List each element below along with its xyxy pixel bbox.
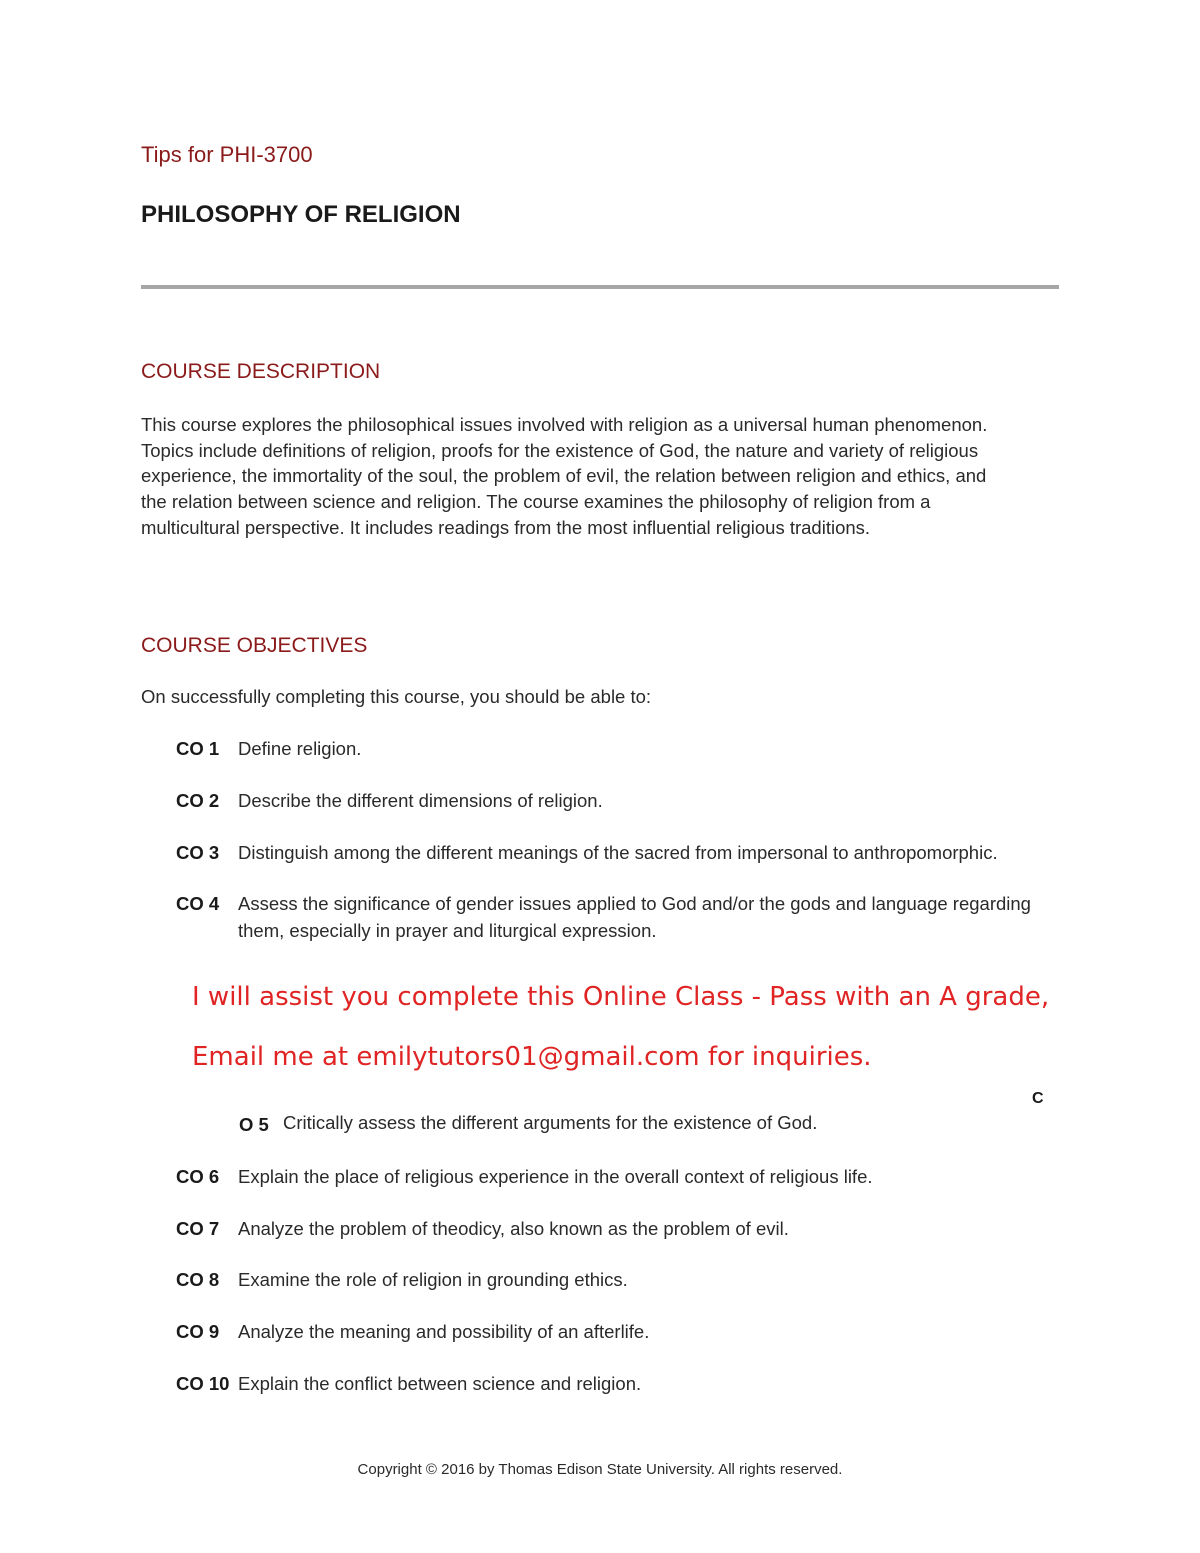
- objective-item: [176, 890, 1056, 944]
- objective-code: O 5: [239, 1114, 269, 1135]
- divider: [141, 285, 1059, 289]
- objective-item: [176, 1318, 1056, 1345]
- course-objectives-heading: COURSE OBJECTIVES: [141, 634, 368, 657]
- objective-code: CO 9: [176, 1321, 220, 1342]
- objective-code: CO 2: [176, 790, 220, 811]
- objective-text: Define religion.: [238, 738, 362, 759]
- objective-item: [176, 1163, 1056, 1190]
- objective-text: Analyze the meaning and possibility of an afterlife.: [238, 1321, 650, 1342]
- objective-item: [176, 1215, 1056, 1242]
- objective-code: CO 4: [176, 893, 220, 914]
- course-description-text: [141, 412, 1061, 541]
- objective-text: Examine the role of religion in grounding ethics.: [238, 1269, 628, 1290]
- objective-code: CO 10: [176, 1373, 230, 1394]
- objective-text: Assess the significance of gender issues applied to God and/or the gods and language regarding them, especially in prayer and liturgical expression.: [238, 893, 1031, 941]
- description-line: Topics include definitions of religion, proofs for the existence of God, the nature and variety of religious: [141, 439, 979, 461]
- promo-line-2: Email me at emilytutors01@gmail.com for inquiries.: [192, 1042, 872, 1072]
- promo-line-1: I will assist you complete this Online Class - Pass with an A grade,: [192, 982, 1050, 1012]
- objective-code: CO 3: [176, 842, 220, 863]
- copyright-footer: Copyright © 2016 by Thomas Edison State University. All rights reserved.: [357, 1461, 843, 1478]
- description-line: multicultural perspective. It includes readings from the most influential religious traditions.: [141, 516, 871, 538]
- description-line: the relation between science and religion. The course examines the philosophy of religion from a: [141, 491, 931, 513]
- stray-letter: C: [1032, 1090, 1044, 1107]
- objective-item: [176, 1266, 1056, 1293]
- objective-text: Explain the conflict between science and religion.: [238, 1373, 642, 1394]
- tips-title: Tips for PHI-3700: [141, 142, 313, 167]
- objective-code: CO 8: [176, 1269, 220, 1290]
- objective-text: Describe the different dimensions of religion.: [238, 790, 603, 811]
- objective-text: Analyze the problem of theodicy, also known as the problem of evil.: [238, 1218, 789, 1239]
- objective-text: Critically assess the different arguments for the existence of God.: [283, 1112, 818, 1133]
- course-title: PHILOSOPHY OF RELIGION: [141, 201, 461, 228]
- objective-item: [176, 787, 1056, 814]
- objective-item: [176, 839, 1056, 866]
- objective-text: Explain the place of religious experience in the overall context of religious life.: [238, 1166, 873, 1187]
- objective-code: CO 7: [176, 1218, 220, 1239]
- description-line: experience, the immortality of the soul, the problem of evil, the relation between religion and ethics, and: [141, 465, 987, 487]
- objectives-intro: On successfully completing this course, you should be able to:: [141, 686, 652, 707]
- course-description-heading: COURSE DESCRIPTION: [141, 360, 381, 383]
- objective-code: CO 1: [176, 738, 220, 759]
- objective-code: CO 6: [176, 1166, 220, 1187]
- objective-text: Distinguish among the different meanings of the sacred from impersonal to anthropomorphic.: [238, 842, 998, 863]
- description-line: This course explores the philosophical issues involved with religion as a universal human phenomenon.: [141, 414, 988, 435]
- objective-item: [176, 735, 1056, 762]
- objective-item: [176, 1370, 1056, 1397]
